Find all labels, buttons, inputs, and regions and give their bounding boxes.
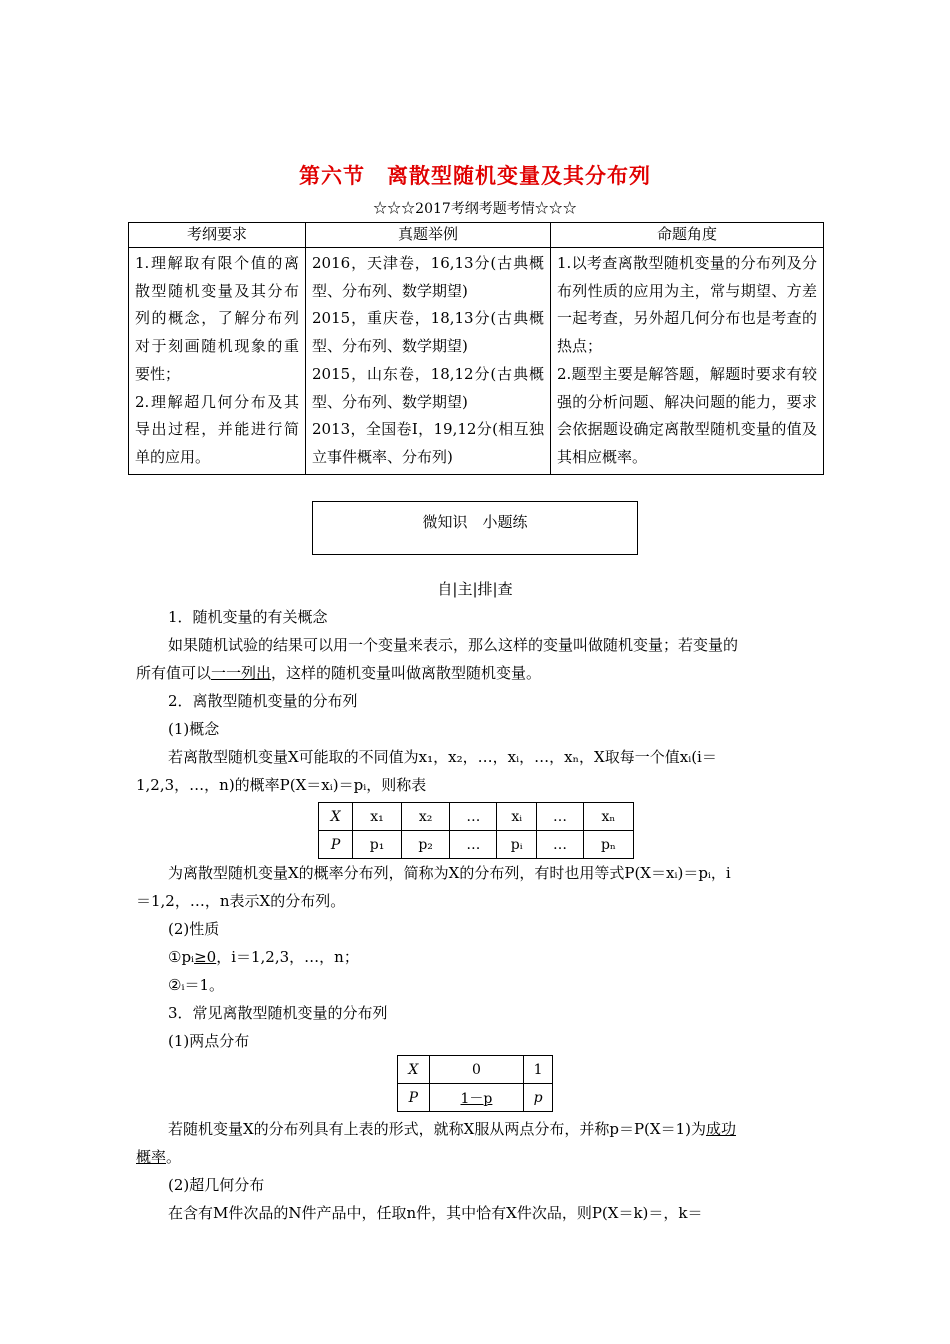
s2-paragraph-line1: 若离散型随机变量X可能取的不同值为x₁，x₂，…，xᵢ，…，xₙ，X取每一个值xᵢ(i＝ [168, 748, 717, 766]
dist-cell: xᵢ [497, 803, 537, 831]
two-point-cell: 1 [524, 1056, 553, 1084]
dist-cell: pₙ [583, 831, 633, 859]
s3-heading: 3．常见离散型随机变量的分布列 [168, 1004, 388, 1022]
prop1-text-a: ①pᵢ [168, 948, 195, 966]
prop1-text-b: ，i＝1,2,3，…，n； [216, 948, 359, 966]
s3-underlined-1: 成功 [705, 1120, 736, 1138]
s2-property-1 [168, 946, 848, 967]
dist-cell: X [319, 803, 353, 831]
dist-cell: P [319, 831, 353, 859]
page-title [0, 160, 950, 190]
header-requirements: 考纲要求 [129, 223, 306, 248]
two-point-cell: 1－p [429, 1084, 524, 1112]
s2-property-2: ②ᵢ＝1。 [168, 976, 225, 994]
angles-cell: 1.以考查离散型随机变量的分布列及分布列性质的应用为主，常与期望、方差一起考查，另外超几何分布也是考查的热点； 2.题型主要是解答题，解题时要求有较强的分析问题、解决问题的能力，要求会依据题设确定离散型随机变量的值及其相应概率。 [551, 248, 824, 475]
s2-property-label: (2)性质 [168, 920, 220, 938]
s3-text-b: 。 [166, 1148, 182, 1166]
two-point-cell: p [524, 1084, 553, 1112]
two-point-cell: 0 [429, 1056, 524, 1084]
dist-cell: … [537, 831, 584, 859]
exam-info-heading: ☆☆☆2017考纲考题考情☆☆☆ [373, 201, 577, 217]
header-examples: 真题举例 [306, 223, 551, 248]
examples-cell: 2016，天津卷，16,13分(古典概型、分布列、数学期望) 2015，重庆卷，18,13分(古典概型、分布列、数学期望) 2015，山东卷，18,12分(古典概型、分布列、数学期望) 2013，全国卷Ⅰ，19,12分(相互独立事件概率、分布列) [306, 248, 551, 475]
s1-text-b: ，这样的随机变量叫做离散型随机变量。 [271, 664, 542, 682]
two-point-cell: P [398, 1084, 430, 1112]
syllabus-table [128, 222, 824, 475]
distribution-table [318, 802, 634, 859]
requirements-cell: 1.理解取有限个值的离散型随机变量及其分布列的概念，了解分布列对于刻画随机现象的重要性； 2.理解超几何分布及其导出过程，并能进行简单的应用。 [129, 248, 306, 475]
s2-paragraph-line4: ＝1,2，…，n表示X的分布列。 [136, 892, 346, 910]
s1-underlined: 一一列出 [211, 664, 272, 682]
dist-cell: … [450, 803, 497, 831]
s2-concept-label: (1)概念 [168, 720, 220, 738]
self-check-heading: 自|主|排|查 [437, 580, 513, 598]
s1-heading: 1．随机变量的有关概念 [168, 608, 328, 626]
dist-cell: … [450, 831, 497, 859]
prop1-underlined: ≥0 [194, 948, 217, 966]
s2-paragraph-line3: 为离散型随机变量X的概率分布列，简称为X的分布列，有时也用等式P(X＝xᵢ)＝pᵢ，i [168, 864, 731, 882]
title-topic: 离散型随机变量及其分布列 [387, 164, 651, 188]
title-section-number: 第六节 [299, 164, 365, 188]
s2-heading: 2．离散型随机变量的分布列 [168, 692, 358, 710]
s1-paragraph-line1: 如果随机试验的结果可以用一个变量来表示，那么这样的变量叫做随机变量；若变量的 [168, 636, 739, 654]
micro-knowledge-box: 微知识 小题练 [312, 501, 638, 555]
s3-paragraph-line3: 在含有M件次品的N件产品中，任取n件，其中恰有X件次品，则P(X＝k)＝，k＝ [168, 1204, 703, 1222]
header-angles: 命题角度 [551, 223, 824, 248]
s3-paragraph-line1 [168, 1118, 814, 1139]
s3-underlined-2: 概率 [136, 1148, 167, 1166]
dist-cell: x₂ [401, 803, 450, 831]
dist-cell: p₁ [353, 831, 402, 859]
dist-cell: x₁ [353, 803, 402, 831]
two-point-cell: X [398, 1056, 430, 1084]
s3-text-a: 若随机变量X的分布列具有上表的形式，就称X服从两点分布，并称p＝P(X＝1)为 [168, 1120, 706, 1138]
s1-paragraph-line2 [136, 662, 816, 683]
s3-two-point-label: (1)两点分布 [168, 1032, 250, 1050]
two-point-table [397, 1055, 553, 1112]
s3-hypergeometric-label: (2)超几何分布 [168, 1176, 265, 1194]
dist-cell: p₂ [401, 831, 450, 859]
s2-paragraph-line2: 1,2,3，…，n)的概率P(X＝xᵢ)＝pᵢ，则称表 [136, 776, 427, 794]
dist-cell: … [537, 803, 584, 831]
s3-paragraph-line2 [136, 1146, 816, 1167]
dist-cell: xₙ [583, 803, 633, 831]
dist-cell: pᵢ [497, 831, 537, 859]
s1-text-a: 所有值可以 [136, 664, 212, 682]
